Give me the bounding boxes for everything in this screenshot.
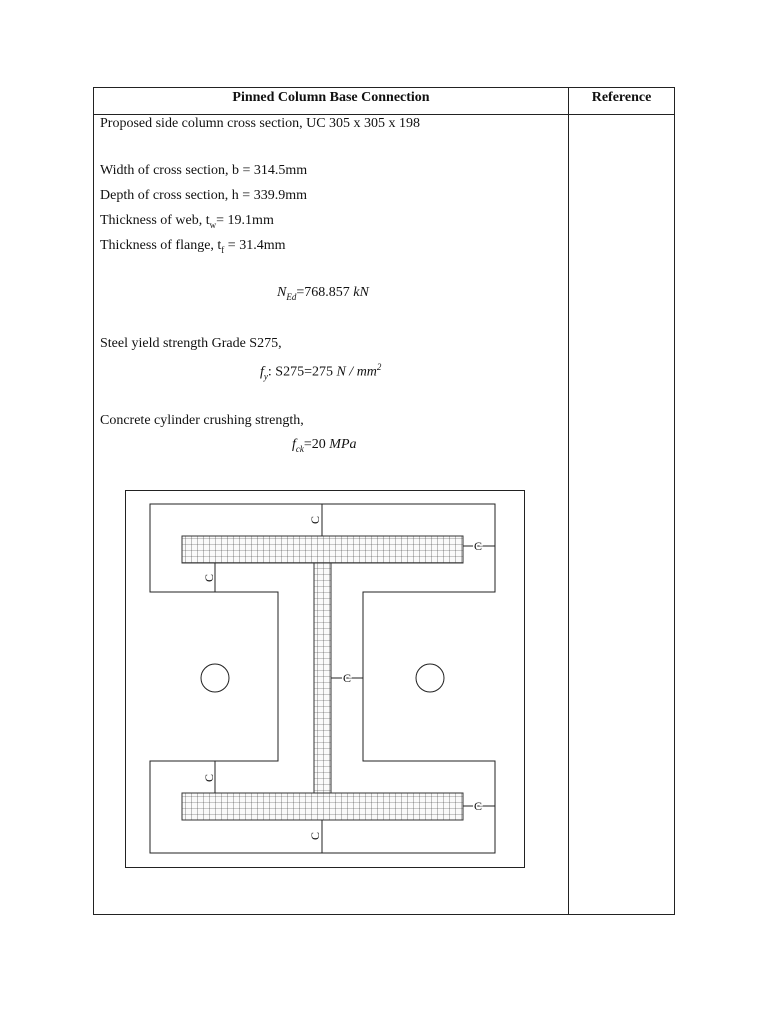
bottom-flange [182,793,463,820]
depth-text: Depth of cross section, h = 339.9mm [100,188,307,203]
anchor-bolt-left [201,664,229,692]
axial-load-equation: $N_{Ed}=768.857$ kN [277,285,369,302]
column-base-drawing [125,490,525,868]
dimension-label-bottom-right: C [473,799,483,813]
steel-grade-text: Steel yield strength Grade S275, [100,336,282,351]
concrete-strength-text: Concrete cylinder crushing strength, [100,413,304,428]
dimension-label-web: C [342,671,352,685]
reference-column-title: Reference [591,90,652,105]
dimension-label-upper-left: C [202,573,216,583]
header-divider [94,114,674,115]
dimension-label-bottom: C [308,831,322,841]
yield-strength-equation: $f_y$: S275=275 N / $mm^2$ [260,362,382,382]
reference-column-divider [568,88,569,914]
web [314,563,331,793]
proposed-section-text: Proposed side column cross section, UC 305 x 305 x 198 [100,116,421,131]
top-flange [182,536,463,563]
dimension-label-top-right: C [473,539,483,553]
concrete-strength-equation: $f_{ck}=20$ MPa [292,437,357,454]
width-text: Width of cross section, b = 314.5mm [100,163,308,178]
web-thickness-text: Thickness of web, $t_w= 19.1mm$ [100,213,274,230]
sheet-title: Pinned Column Base Connection [232,90,430,105]
anchor-bolt-right [416,664,444,692]
dimension-label-top: C [308,515,322,525]
flange-thickness-text: Thickness of flange, $t_f = 31.4mm$ [100,238,286,255]
dimension-label-lower-left: C [202,773,216,783]
